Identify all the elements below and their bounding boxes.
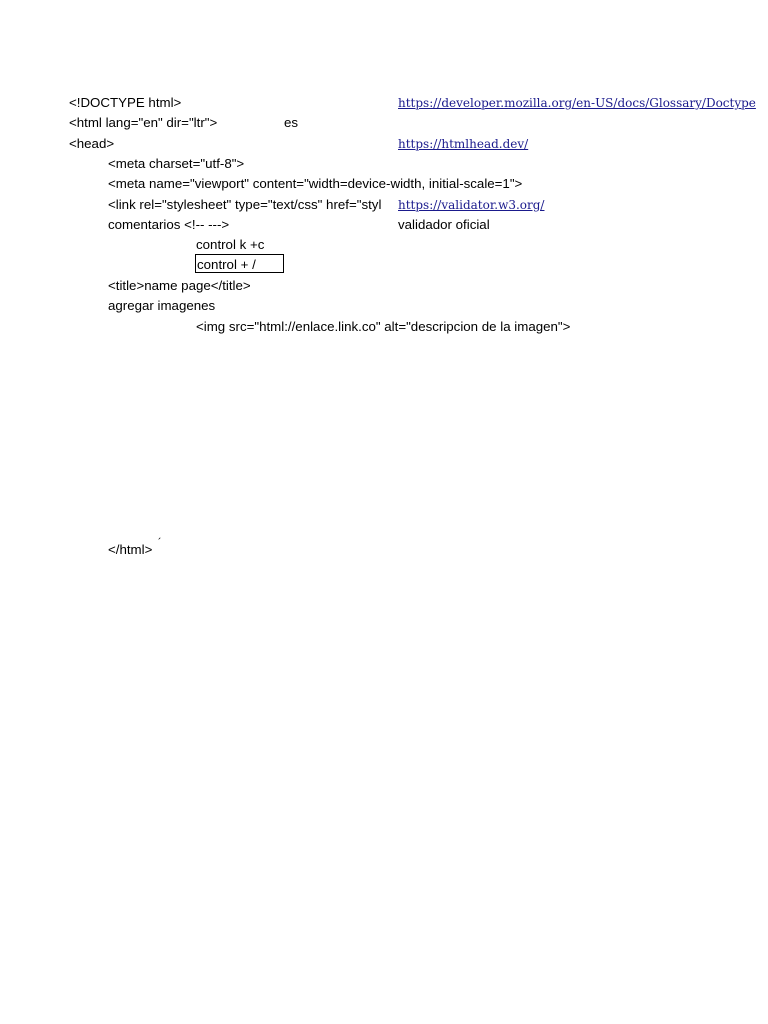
html-lang-note: es bbox=[284, 115, 299, 130]
validador-oficial-note: validador oficial bbox=[398, 217, 490, 232]
doctype-line: <!DOCTYPE html> bbox=[69, 95, 182, 110]
html-close-line: </html> bbox=[108, 542, 153, 557]
selected-cell-shortcut-uncomment[interactable]: control + / bbox=[195, 254, 284, 273]
head-open-line: <head> bbox=[69, 136, 115, 151]
comentarios-line: comentarios <!-- ---> bbox=[108, 217, 230, 232]
shortcut-comment: control k +c bbox=[196, 237, 265, 252]
img-tag-line: <img src="html://enlace.link.co" alt="descripcion de la imagen"> bbox=[196, 319, 571, 334]
html-close-mark: ´ bbox=[158, 537, 162, 549]
mdn-doctype-link[interactable]: https://developer.mozilla.org/en-US/docs/Glossary/Doctype bbox=[398, 96, 756, 110]
title-tag-line: <title>name page</title> bbox=[108, 278, 251, 293]
validator-link[interactable]: https://validator.w3.org/ bbox=[398, 198, 545, 212]
meta-viewport-line: <meta name="viewport" content="width=device-width, initial-scale=1"> bbox=[108, 176, 523, 191]
meta-charset-line: <meta charset="utf-8"> bbox=[108, 156, 245, 171]
html-open-line: <html lang="en" dir="ltr"> bbox=[69, 115, 218, 130]
link-stylesheet-line: <link rel="stylesheet" type="text/css" href="styl bbox=[108, 197, 382, 212]
htmlhead-link[interactable]: https://htmlhead.dev/ bbox=[398, 137, 529, 151]
agregar-imagenes-line: agregar imagenes bbox=[108, 298, 216, 313]
